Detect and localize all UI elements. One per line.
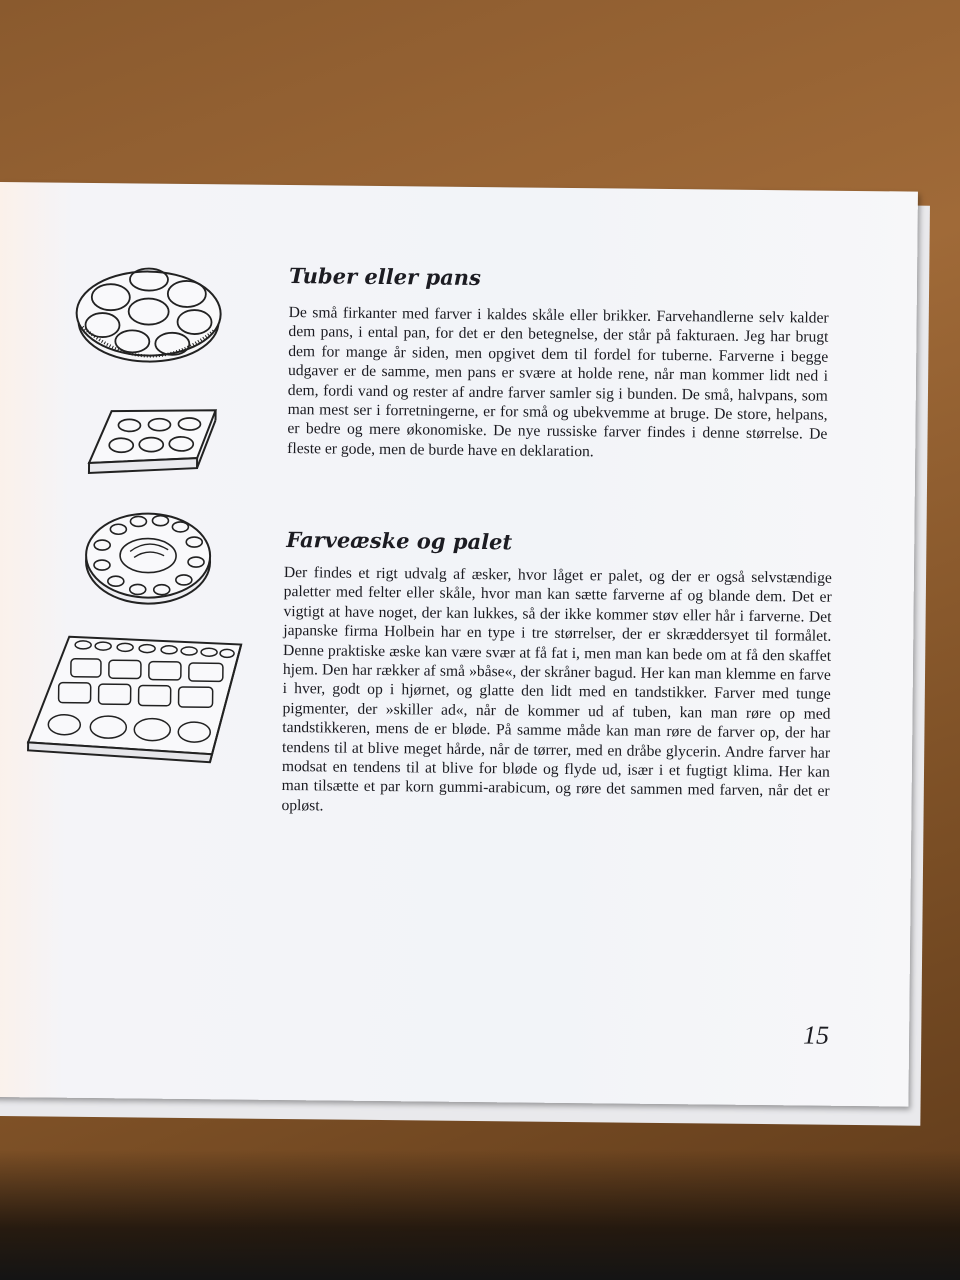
- section-body-farveaeske: Der findes et rigt udvalg af æsker, hvor låget er palet, og der er også selvstændige paletter med felter eller skåle, hvor man kan sætte farverne af og blande dem. Det er vigtigt at have noget, der kan lukkes, så der ikke kommer støv eller hår i farverne. Det japanske firma Holbein har en type i tre størrelser, der er skræddersyet til formålet. Denne praktiske æske kan være svær at få fat i, men man kan bede om at få den skaffet hjem. Den har rækker af små »båse«, der skråner bagud. Her kan man klemme en farve i hver, godt op i hjørnet, og glatte den lidt med en tandstikker. Farver med tunge pigmenter, der »skiller ad«, når de kommer ud af tuben, kan man røre op med tandstikkeren, mens de er bløde. På samme måde kan man røre de farver op, der har tendens til at blive meget hårde, når de tørrer, med en dråbe glycerin. Andre farver har modsat en tendens til at blive for bløde og flyde ud, især i et fugtigt klima. Her kan man tilsætte et par korn gummi-arabicum, og røre det sammen med farven, når det er opløst.: [281, 563, 832, 815]
- six-pan-tray-icon: [85, 405, 222, 476]
- section-heading-farveaeske: Farveæske og palet: [286, 527, 513, 555]
- flower-palette-icon: [72, 255, 225, 375]
- rectangular-palette-icon: [24, 632, 245, 764]
- section-heading-tuber: Tuber eller pans: [288, 263, 481, 291]
- book-page: [0, 182, 918, 1107]
- page-number: 15: [802, 1020, 830, 1050]
- section-body-tuber: De små firkanter med farver i kaldes skåle eller brikker. Farvehandlerne selv kalder dem pans, i ental pan, for det er den betegnelse, der står på fakturaen. Jeg har brugt dem for mange år siden, men opgivet dem til fordel for tuberne. Farverne i begge udgaver er de samme, men pans er svære at holde rene, når man kommer lidt ned i dem, fordi vand og rester af andre farver samler sig i bunden. De små, halvpans, som man mest ser i forretningerne, er for små og ubekvemme at bruge. De store, helpans, er bedre og mere økonomiske. De nye russiske farver findes i denne størrelse. De fleste er gode, men de burde have en deklaration.: [287, 304, 829, 461]
- round-palette-icon: [82, 507, 215, 608]
- table-edge-shadow: [0, 1150, 960, 1280]
